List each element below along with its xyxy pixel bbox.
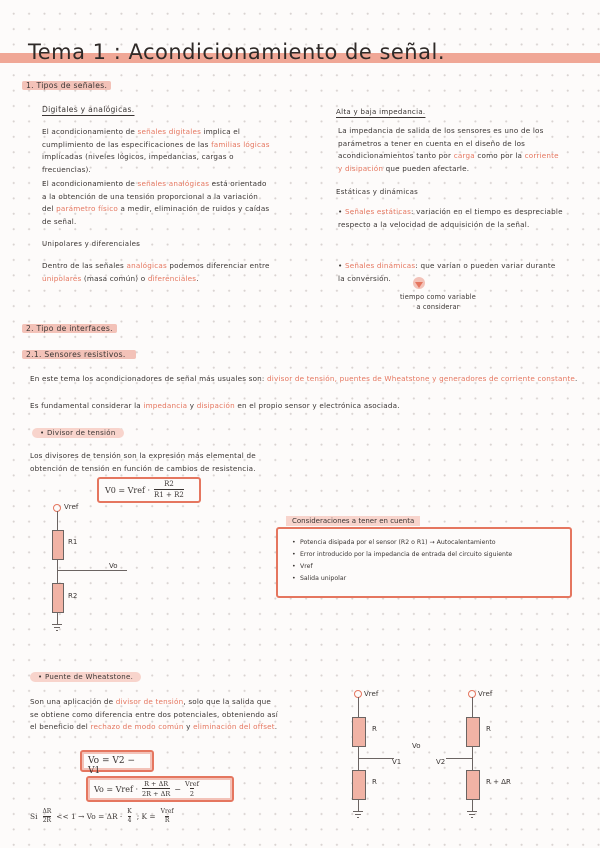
wheatstone-v1: V1 — [392, 758, 402, 766]
wheatstone-v2: V2 — [436, 758, 446, 766]
consideracion-item: • Salida unipolar — [300, 573, 560, 585]
section-2-1-heading: 2.1. Sensores resistivos. — [22, 350, 136, 359]
wheatstone-vo: Vo — [412, 742, 421, 750]
consideraciones-title: Consideraciones a tener en cuenta — [286, 516, 420, 526]
digitales-para-2: El acondicionamiento de señales analógicas está orientado a la obtención de una tensión proporcional a la variación del parámetro físico a medir, eliminación de ruidos y caídas de señal. — [42, 179, 270, 226]
digitales-title: Digitales y analógicas. — [42, 105, 135, 114]
wheatstone-vref-2: Vref — [478, 690, 493, 698]
wheatstone-r-1: R — [372, 725, 377, 733]
resistor-r — [352, 770, 366, 800]
estaticas-bullet-1: • Señales estáticas: variación en el tiempo es despreciable respecto a la velocidad de adquisición de la señal. — [338, 207, 563, 229]
resistor-r2 — [52, 583, 64, 613]
consideraciones-box — [276, 527, 572, 598]
down-arrow-icon — [412, 276, 426, 290]
wheatstone-r-4: R + ΔR — [486, 778, 511, 786]
alta-title: Alta y baja impedancia. — [336, 108, 426, 116]
puente-condition: Si ΔR 2R << 1 → Vo = ΔR · K 4 ; K = Vref R — [30, 808, 174, 824]
estaticas-title: Estáticas y dinámicas — [336, 188, 419, 196]
divisor-formula: V0 = Vref · R2 R1 + R2 — [97, 477, 201, 503]
resistor-r — [466, 717, 480, 747]
unipolares-title: Unipolares y diferenciales — [42, 240, 141, 248]
resistor-r — [352, 717, 366, 747]
wheatstone-r-2: R — [372, 778, 377, 786]
page-title: Tema 1 : Acondicionamiento de señal. — [28, 40, 445, 64]
unipolares-para: Dentro de las señales analógicas podemos diferenciar entre unipolares (masa común) o diferenciales. — [42, 261, 270, 283]
divisor-vo-label: Vo — [109, 562, 118, 570]
consideracion-item: • Error introducido por la impedancia de entrada del circuito siguiente — [300, 549, 560, 561]
puente-title: • Puente de Wheatstone. — [30, 672, 141, 682]
wheatstone-r-3: R — [486, 725, 491, 733]
ground-icon — [353, 811, 363, 819]
divisor-text: Los divisores de tensión son la expresión más elemental de obtención de tensión en función de cambios de resistencia. — [30, 451, 256, 473]
divisor-r2-label: R2 — [68, 592, 78, 600]
puente-formula-2: Vo = Vref · R + ΔR 2R + ΔR − Vref 2 — [86, 776, 234, 802]
section-2-heading: 2. Tipo de interfaces. — [22, 324, 117, 333]
wheatstone-vref-1: Vref — [364, 690, 379, 698]
resistor-r1 — [52, 530, 64, 560]
ground-icon — [467, 811, 477, 819]
divisor-title: • Divisor de tensión — [32, 428, 124, 438]
alta-para: La impedancia de salida de los sensores es uno de los parámetros a tener en cuenta en el diseño de los acondicionamientos tanto por carga como por la corriente y disipación que pueden afectarle. — [338, 126, 559, 173]
digitales-para-1: El acondicionamiento de señales digitales implica el cumplimiento de las especificaciones de las familias lógicas implicadas (niveles lógicos, impedancias, cargas o frecuencias). — [42, 127, 270, 174]
resistor-r-delta — [466, 770, 480, 800]
puente-formula-1: Vo = V2 − V1 — [80, 750, 154, 772]
tiempo-note: tiempo como variable a considerar — [399, 293, 477, 311]
section-1-heading: 1. Tipos de señales. — [22, 81, 111, 90]
section-2-intro-2: Es fundamental considerar la impedancia y disipación en el propio sensor y electrónica asociada. — [30, 401, 400, 410]
estaticas-bullet-2: • Señales dinámicas: que varían o pueden variar durante la conversión. — [338, 261, 556, 283]
ground-icon — [52, 624, 62, 632]
divisor-r1-label: R1 — [68, 538, 78, 546]
puente-text: Son una aplicación de divisor de tensión, solo que la salida que se obtiene como diferencia entre dos potenciales, obteniendo así el beneficio del rechazo de modo común y eliminación del offset. — [30, 697, 278, 732]
consideracion-item: • Vref — [300, 561, 560, 573]
divisor-vref-label: Vref — [64, 503, 79, 511]
section-2-intro: En este tema los acondicionadores de señal más usuales son: divisor de tensión, puentes de Wheatstone y generadores de corriente constante. — [30, 374, 578, 383]
consideracion-item: • Potencia disipada por el sensor (R2 o R1) → Autocalentamiento — [300, 537, 560, 549]
